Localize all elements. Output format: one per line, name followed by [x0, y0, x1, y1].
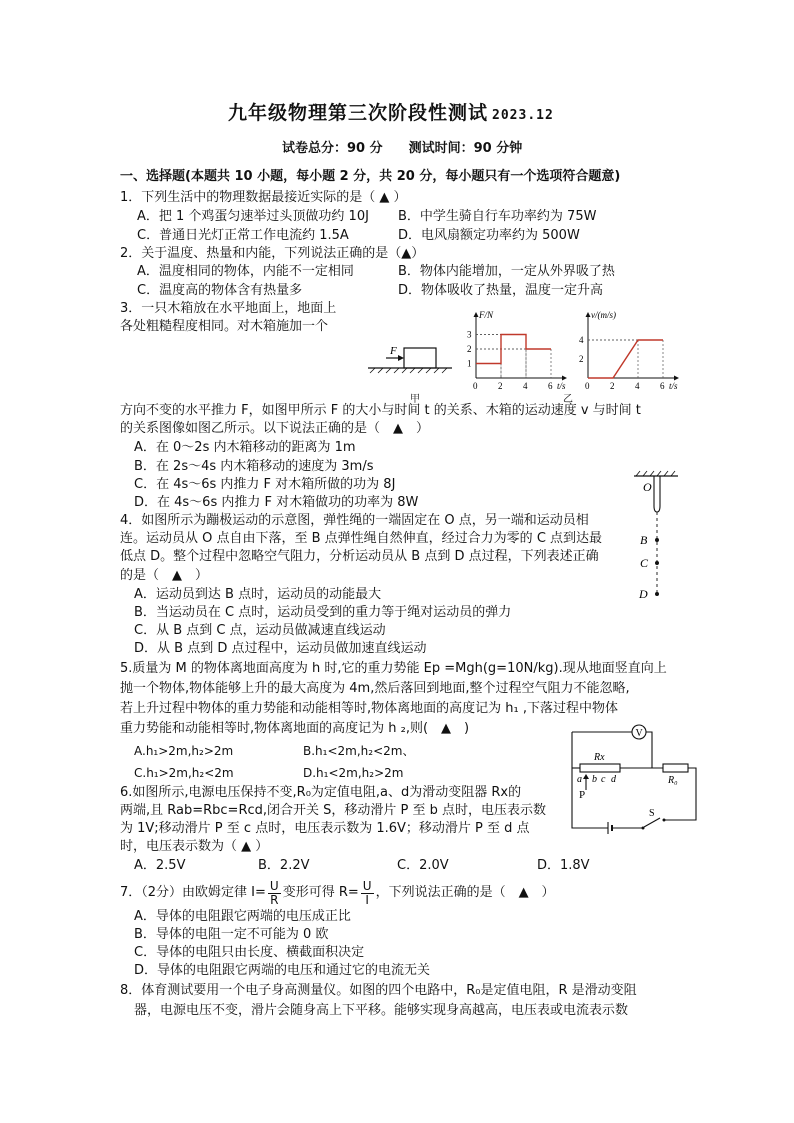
y-tick-label: 2	[579, 354, 584, 364]
r0-label: R₀	[668, 775, 678, 786]
x-tick-label: 6	[548, 381, 553, 391]
label-o: O	[643, 480, 652, 494]
q6-line-1: 6.如图所示,电源电压保持不变,R₀为定值电阻,a、d为滑动变阻器 Rx的	[120, 785, 522, 800]
x-axis-label: t/s	[557, 381, 566, 391]
q2-option-d: D．物体吸收了热量，温度一定升高	[398, 283, 604, 298]
q1-option-d: D．电风扇额定功率约为 500W	[398, 228, 580, 243]
y-axis-arrow	[474, 312, 479, 317]
q6-option-d: D．1.8V	[537, 858, 590, 873]
switch-label: S	[649, 808, 655, 819]
x-tick-label: 4	[523, 381, 528, 391]
q7-fraction-2-den: I	[365, 892, 369, 907]
q8-line-2: 器，电源电压不变，滑片会随身高上下平移。能够实现身高越高，电压表或电流表示数	[134, 1003, 629, 1018]
q5-option-d: D.h₁<2m,h₂>2m	[303, 766, 404, 780]
q7-stem-pre: 7．（2分）由欧姆定律 I=	[120, 885, 266, 900]
q2-option-b: B．物体内能增加，一定从外界吸了热	[398, 264, 615, 279]
q4-bungee-figure	[630, 470, 690, 605]
q2-option-c: C．温度高的物体含有热量多	[137, 283, 303, 298]
page-title	[228, 98, 554, 125]
exam-info: 试卷总分：90 分 测试时间：90 分钟	[282, 141, 523, 156]
point-a-label: a	[577, 774, 582, 785]
voltmeter-label: V	[635, 728, 643, 739]
q2-stem: 2．关于温度、热量和内能，下列说法正确的是（▲）	[120, 246, 425, 261]
q3-option-b: B．在 2s～4s 内木箱移动的速度为 3m/s	[134, 459, 374, 474]
q4-line-3: 低点 D。整个过程中忽略空气阻力，分析运动员从 B 点到 D 点过程，下列表述正确	[120, 549, 599, 564]
q7-option-d: D．导体的电阻跟它两端的电压和通过它的电流无关	[134, 963, 431, 978]
q7-fraction-1	[268, 880, 281, 907]
q1-option-c: C．普通日光灯正常工作电流约 1.5A	[137, 228, 349, 243]
q4-line-1: 4．如图所示为蹦极运动的示意图，弹性绳的一端固定在 O 点，另一端和运动员相	[120, 513, 589, 528]
x-tick-label: 2	[498, 381, 503, 391]
point-d	[655, 592, 659, 596]
y-tick-label: 4	[579, 335, 584, 345]
q7-fraction-1-den: R	[270, 892, 279, 907]
q7-option-c: C．导体的电阻只由长度、横截面积决定	[134, 945, 365, 960]
q1-option-a: A．把 1 个鸡蛋匀速举过头顶做功约 10J	[137, 209, 369, 224]
rheostat-rx	[580, 764, 620, 772]
q1-option-b: B．中学生骑自行车功率约为 75W	[398, 209, 597, 224]
data-line	[588, 340, 663, 378]
y-tick-label: 1	[467, 358, 472, 369]
point-c-label: c	[601, 774, 606, 785]
q5-option-a: A.h₁>2m,h₂>2m	[134, 744, 234, 758]
q7-stem	[120, 878, 555, 908]
q2-option-a: A．温度相同的物体，内能不一定相同	[137, 264, 354, 279]
force-arrowhead	[398, 355, 404, 361]
slider-arrowhead	[583, 774, 589, 779]
y-axis-arrow	[586, 312, 591, 317]
section-heading: 一、选择题(本题共 10 小题，每小题 2 分，共 20 分，每小题只有一个选项符合题意)	[120, 169, 621, 184]
q7-fraction-1-num: U	[269, 878, 279, 893]
wooden-box	[404, 348, 436, 368]
x-tick-label: 0	[473, 381, 478, 391]
point-b-label: b	[592, 774, 597, 785]
q4-option-d: D．从 B 点到 D 点过程中，运动员做加速直线运动	[134, 641, 427, 656]
switch-contact	[663, 819, 666, 822]
q3-line-1: 3．一只木箱放在水平地面上，地面上	[120, 301, 337, 316]
q6-circuit-figure	[548, 718, 708, 834]
x-tick-label: 6	[660, 381, 665, 391]
q8-line-1: 8．体育测试要用一个电子身高测量仪。如图的四个电路中，R₀是定值电阻，R 是滑动变阻	[120, 983, 637, 998]
y-tick-label: 2	[467, 344, 472, 354]
q6-option-b: B．2.2V	[258, 858, 310, 873]
label-b: B	[640, 533, 648, 547]
point-d-label: d	[611, 774, 616, 785]
force-label: F	[390, 345, 397, 357]
x-axis-arrow	[562, 376, 567, 381]
q6-line-2: 两端,且 Rab=Rbc=Rcd,闭合开关 S，移动滑片 P 至 b 点时，电压表示数	[120, 803, 547, 818]
q4-option-b: B．当运动员在 C 点时，运动员受到的重力等于绳对运动员的弹力	[134, 605, 512, 620]
q5-line-3: 若上升过程中物体的重力势能和动能相等时,物体离地面的高度记为 h₁ ,下落过程中物体	[120, 701, 618, 716]
x-axis-label: t/s	[669, 381, 678, 391]
q3-graph-force	[462, 308, 582, 392]
q7-fraction-2-num: U	[362, 878, 372, 893]
label-c: C	[640, 556, 649, 570]
q3-figure-yi-caption: 乙	[563, 394, 573, 405]
q4-line-4: 的是（ ▲ ）	[120, 568, 208, 583]
q6-option-c: C．2.0V	[397, 858, 449, 873]
q7-fraction-2	[361, 880, 374, 907]
x-tick-label: 2	[610, 381, 615, 391]
slider-p-label: P	[579, 789, 586, 801]
q3-option-d: D．在 4s～6s 内推力 F 对木箱做功的功率为 8W	[134, 495, 419, 510]
resistor-r0	[663, 764, 688, 772]
q6-line-4: 时，电压表示数为（ ▲ ）	[120, 839, 269, 854]
elastic-rope	[654, 476, 660, 512]
q6-option-a: A．2.5V	[134, 858, 186, 873]
q3-figure-jia	[360, 340, 460, 382]
switch-blade	[644, 818, 660, 827]
title-date: 2023.12	[492, 108, 554, 123]
q4-option-a: A．运动员到达 B 点时，运动员的动能最大	[134, 587, 382, 602]
q1-stem: 1．下列生活中的物理数据最接近实际的是（ ▲ ）	[120, 190, 407, 205]
y-axis-label: F/N	[479, 310, 494, 320]
q7-option-a: A．导体的电阻跟它两端的电压成正比	[134, 909, 351, 924]
ground-hatch	[370, 368, 447, 373]
rx-label: Rx	[594, 752, 605, 763]
q5-line-1: 5.质量为 M 的物体离地面高度为 h 时,它的重力势能 Ep =Mgh(g=10N/kg).现从地面竖直向上	[120, 661, 667, 676]
q7-stem-post: ，下列说法正确的是（ ▲ ）	[375, 885, 555, 900]
q5-line-2: 抛一个物体,物体能够上升的最大高度为 4m,然后落回到地面,整个过程空气阻力不能忽略,	[120, 681, 630, 696]
q3-option-a: A．在 0～2s 内木箱移动的距离为 1m	[134, 440, 356, 455]
q7-stem-mid: 变形可得 R=	[282, 885, 359, 900]
x-tick-label: 0	[585, 381, 590, 391]
q3-line-3: 方向不变的水平推力 F，如图甲所示 F 的大小与时间 t 的关系、木箱的运动速度 v 与时间 t	[120, 403, 641, 418]
title-text: 九年级物理第三次阶段性测试	[228, 102, 489, 124]
q3-line-2: 各处粗糙程度相同。对木箱施加一个	[120, 319, 329, 334]
q4-line-2: 连。运动员从 O 点自由下落，至 B 点弹性绳自然伸直，经过合力为零的 C 点到达最	[120, 531, 603, 546]
y-tick-label: 3	[467, 329, 472, 340]
q6-line-3: 为 1V;移动滑片 P 至 c 点时，电压表示数为 1.6V；移动滑片 P 至 d 点	[120, 821, 530, 836]
label-d: D	[639, 587, 648, 601]
point-c	[655, 561, 659, 565]
ceiling-hatch	[636, 471, 675, 476]
q5-option-b: B.h₁<2m,h₂<2m、	[303, 744, 415, 758]
point-b	[655, 538, 659, 542]
q3-line-4: 的关系图像如图乙所示。以下说法正确的是（ ▲ ）	[120, 421, 429, 436]
x-axis-arrow	[674, 376, 679, 381]
q3-figure-jia-caption: 甲	[410, 394, 420, 405]
x-tick-label: 4	[635, 381, 640, 391]
q5-option-c: C.h₁>2m,h₂<2m	[134, 766, 234, 780]
q5-line-4: 重力势能和动能相等时,物体离地面的高度记为 h ₂,则( ▲ )	[120, 721, 470, 736]
y-axis-label: v/(m/s)	[591, 310, 616, 320]
q7-option-b: B．导体的电阻一定不可能为 0 欧	[134, 927, 329, 942]
q4-option-c: C．从 B 点到 C 点，运动员做减速直线运动	[134, 623, 386, 638]
q3-option-c: C．在 4s～6s 内推力 F 对木箱所做的功为 8J	[134, 477, 396, 492]
q3-graph-velocity	[572, 308, 684, 392]
